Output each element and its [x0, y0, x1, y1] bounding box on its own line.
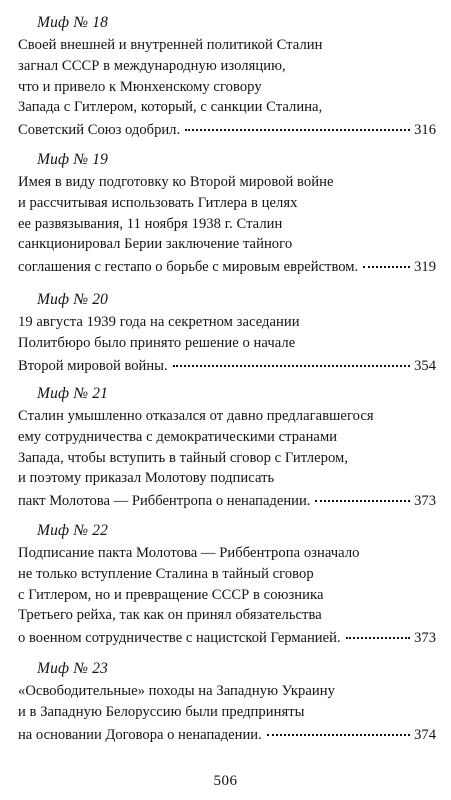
entry-text-line: Сталин умышленно отказался от давно предлагавшегося	[18, 408, 374, 424]
entry-text-line: Третьего рейха, так как он принял обязательства	[18, 607, 322, 624]
entry-text-line: что и привело к Мюнхенскому сговору	[18, 78, 262, 95]
entry-text-line: Подписание пакта Молотова — Риббентропа означало	[18, 545, 360, 561]
myth-title: Миф № 22	[37, 522, 109, 539]
dot-leader	[315, 486, 410, 502]
page-ref: 373	[414, 630, 436, 647]
entry-text-line: 19 августа 1939 года на секретном заседании	[18, 314, 300, 330]
page-number: 506	[213, 773, 238, 789]
myth-title: Миф № 20	[37, 291, 109, 308]
entry-last-line	[18, 118, 436, 141]
toc-entry-myth-20	[18, 290, 436, 376]
page-ref: 354	[414, 357, 436, 374]
page-ref: 374	[414, 726, 436, 743]
myth-title: Миф № 18	[37, 14, 109, 31]
entry-last-line	[18, 255, 436, 278]
entry-text-line: Политбюро было принято решение о начале	[18, 334, 296, 351]
entry-text-line: Второй мировой войны.	[18, 357, 168, 374]
toc-entry-myth-23	[18, 659, 436, 745]
entry-text-line: санкционировал Берии заключение тайного	[18, 236, 293, 253]
entry-text-line: с Гитлером, но и превращение СССР в союзника	[18, 586, 324, 603]
entry-text-line: ее развязывания, 11 ноября 1938 г. Сталин	[18, 215, 283, 232]
dot-leader	[363, 252, 410, 268]
entry-text-line: Имея в виду подготовку ко Второй мировой войне	[18, 174, 334, 190]
entry-text-line: загнал СССР в международную изоляцию,	[18, 57, 286, 74]
entry-last-line	[18, 626, 436, 649]
toc-entry-myth-22	[18, 521, 436, 649]
dot-leader	[173, 351, 410, 367]
toc-entry-myth-19	[18, 150, 436, 278]
dot-leader	[185, 115, 410, 131]
entry-last-line	[18, 723, 436, 746]
entry-text-line: Советский Союз одобрил.	[18, 122, 181, 139]
entry-text-line: «Освободительные» походы на Западную Украину	[18, 683, 335, 699]
entry-text-line: и рассчитывая использовать Гитлера в целях	[18, 194, 298, 211]
entry-text-line: Запада, чтобы вступить в тайный сговор с Гитлером,	[18, 449, 349, 466]
entry-text-line: пакт Молотова — Риббентропа о ненападении.	[18, 493, 311, 510]
entry-text-line: и в Западную Белоруссию были предприняты	[18, 703, 305, 720]
entry-text-line: ему сотрудничества с демократическими странами	[18, 428, 338, 445]
entry-text-line: о военном сотрудничестве с нацистской Германией.	[18, 630, 341, 647]
entry-last-line	[18, 354, 436, 377]
dot-leader	[267, 720, 410, 736]
entry-text-line: и поэтому приказал Молотову подписать	[18, 470, 275, 487]
entry-text-line: на основании Договора о ненападении.	[18, 726, 262, 743]
myth-title: Миф № 21	[37, 385, 109, 402]
myth-title: Миф № 19	[37, 151, 109, 168]
page-ref: 373	[414, 493, 436, 510]
myth-title: Миф № 23	[37, 660, 109, 677]
toc-entry-myth-21	[18, 384, 436, 512]
page-ref: 316	[414, 122, 436, 139]
dot-leader	[346, 623, 411, 639]
page-ref: 319	[414, 259, 436, 276]
entry-text-line: соглашения с гестапо о борьбе с мировым еврейством.	[18, 259, 359, 276]
entry-text-line: Своей внешней и внутренней политикой Сталин	[18, 37, 323, 53]
entry-text-line: Запада с Гитлером, который, с санкции Сталина,	[18, 99, 323, 116]
toc-entry-myth-18	[18, 13, 436, 141]
entry-text-line: не только вступление Сталина в тайный сговор	[18, 565, 314, 582]
entry-last-line	[18, 489, 436, 512]
